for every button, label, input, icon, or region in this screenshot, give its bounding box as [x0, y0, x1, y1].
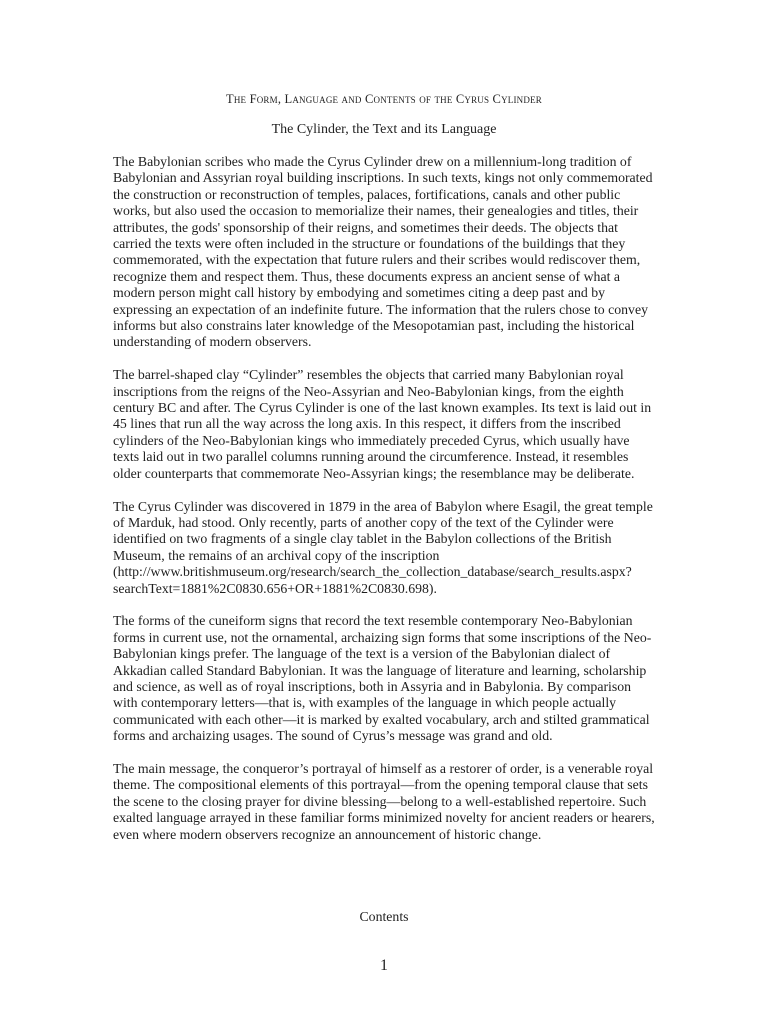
section-heading: The Cylinder, the Text and its Language: [271, 122, 497, 137]
paragraph-2: The barrel-shaped clay “Cylinder” resembles the objects that carried many Babylonian royal inscriptions from the reigns of the Neo-Assyrian and Neo-Babylonian kings, from the eighth century BC and after. The Cyrus Cylinder is one of the last known examples. Its text is laid out in 45 lines that run all the way across the long axis. In this respect, it differs from the inscribed cylinders of the Neo-Babylonian kings who immediately preceded Cyrus, which usually have texts laid out in two parallel columns running around the circumference. Instead, it resembles older counterparts that commemorate Neo-Assyrian kings; the resemblance may be deliberate.: [113, 367, 652, 481]
document-title: The Form, Language and Contents of the Cyrus Cylinder: [226, 92, 542, 106]
page-number: 1: [380, 957, 388, 974]
paragraph-5: The main message, the conqueror’s portrayal of himself as a restorer of order, is a venerable royal theme. The compositional elements of this portrayal—from the opening temporal clause that sets the scene to the closing prayer for divine blessing—belong to a well-established repertoire. Such exalted language arrayed in these familiar forms minimized novelty for ancient readers or hearers, even where modern observers recognize an announcement of historic change.: [113, 760, 655, 842]
body-text: [113, 154, 657, 859]
paragraph-4: The forms of the cuneiform signs that record the text resemble contemporary Neo-Babylonian forms in current use, not the ornamental, archaizing sign forms that some inscriptions of the Neo-Babylonian kings prefer. The language of the text is a version of the Babylonian dialect of Akkadian called Standard Babylonian. It was the language of literature and learning, scholarship and science, as well as of royal inscriptions, both in Assyria and in Babylonia. By comparison with contemporary letters—that is, with examples of the language in which people actually communicated with each other—it is marked by exalted vocabulary, arch and stilted grammatical forms and archaizing usages. The sound of Cyrus’s message was grand and old.: [113, 613, 652, 744]
paragraph-3: The Cyrus Cylinder was discovered in 1879 in the area of Babylon where Esagil, the great temple of Marduk, had stood. Only recently, parts of another copy of the text of the Cylinder were identified on two fragments of a single clay tablet in the Babylon collections of the British Museum, the remains of an archival copy of the inscription (http://www.britishmuseum.org/research/search_the_collection_database/search_results.aspx?searchText=1881%2C0830.656+OR+1881%2C0830.698).: [113, 498, 653, 596]
contents-heading: Contents: [359, 909, 409, 924]
paragraph-1: The Babylonian scribes who made the Cyrus Cylinder drew on a millennium-long tradition of Babylonian and Assyrian royal building inscriptions. In such texts, kings not only commemorated the construction or reconstruction of temples, palaces, fortifications, canals and other public works, but also used the occasion to memorialize their names, their genealogies and titles, their attributes, the gods' sponsorship of their reigns, and sometimes their deeds. The objects that carried the texts were often included in the structure or foundations of the buildings that they commemorated, with the expectation that future rulers and their scribes would rediscover them, recognize them and respect them. Thus, these documents express an ancient sense of what a modern person might call history by embodying and sometimes citing a deep past and by expressing an expectation of an indefinite future. The information that the rulers chose to convey informs but also constrains later knowledge of the Mesopotamian past, including the historical understanding of modern observers.: [113, 154, 653, 350]
